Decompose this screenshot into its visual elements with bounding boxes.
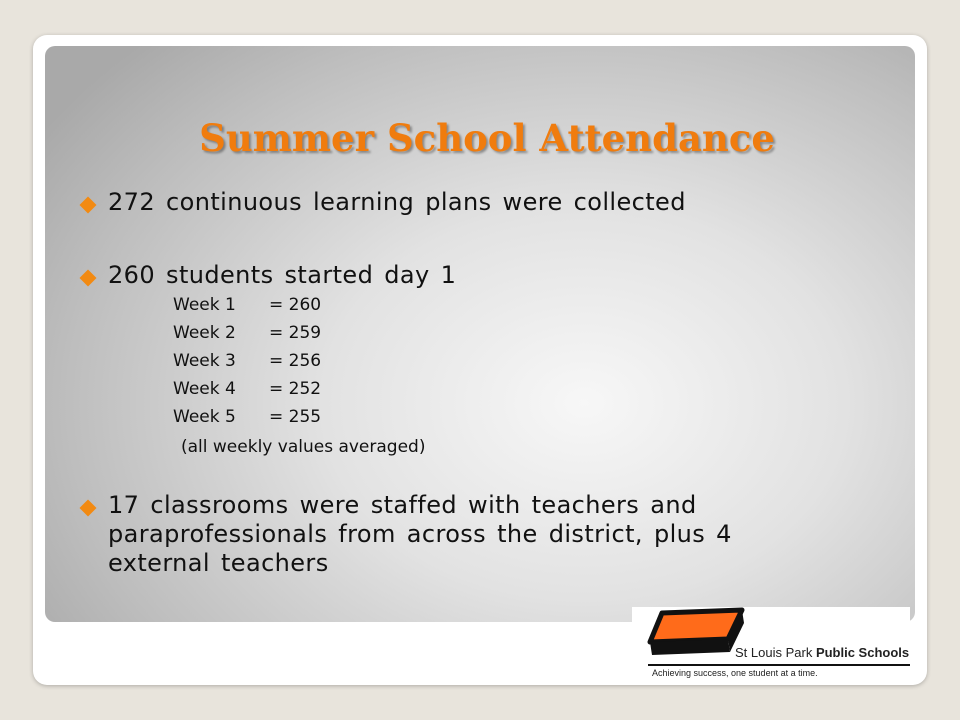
logo-divider [648, 664, 910, 666]
week-value: = 259 [269, 323, 322, 343]
bullet-item [78, 188, 686, 217]
week-value: = 252 [269, 379, 322, 399]
week-row [173, 291, 321, 319]
week-value: = 255 [269, 407, 322, 427]
weekly-attendance-list [173, 291, 321, 431]
week-label: Week 2 [173, 323, 236, 343]
bullet-item [78, 261, 456, 290]
averaged-note: (all weekly values averaged) [181, 437, 426, 457]
diamond-bullet-icon [80, 270, 97, 287]
bullet-text: 17 classrooms were staffed with teachers and paraprofessionals from across the district, plus 4 external teachers [108, 491, 732, 577]
week-row [173, 403, 321, 431]
week-row [173, 319, 321, 347]
week-label: Week 5 [173, 407, 236, 427]
bullet-text: 260 students started day 1 [108, 261, 457, 289]
slide-title: Summer School Attendance [199, 116, 775, 160]
diamond-bullet-icon [80, 500, 97, 517]
week-value: = 256 [269, 351, 322, 371]
district-logo [632, 607, 910, 681]
week-label: Week 3 [173, 351, 236, 371]
week-value: = 260 [269, 295, 322, 315]
logo-name-prefix: St Louis Park [735, 645, 816, 660]
logo-district-name [735, 645, 909, 660]
week-row [173, 375, 321, 403]
diamond-bullet-icon [80, 197, 97, 214]
bullet-item [78, 491, 798, 578]
bullet-text: 272 continuous learning plans were collected [108, 188, 686, 216]
week-label: Week 4 [173, 379, 236, 399]
week-label: Week 1 [173, 295, 236, 315]
week-row [173, 347, 321, 375]
logo-name-bold: Public Schools [815, 645, 910, 660]
logo-tagline: Achieving success, one student at a time. [652, 668, 818, 678]
